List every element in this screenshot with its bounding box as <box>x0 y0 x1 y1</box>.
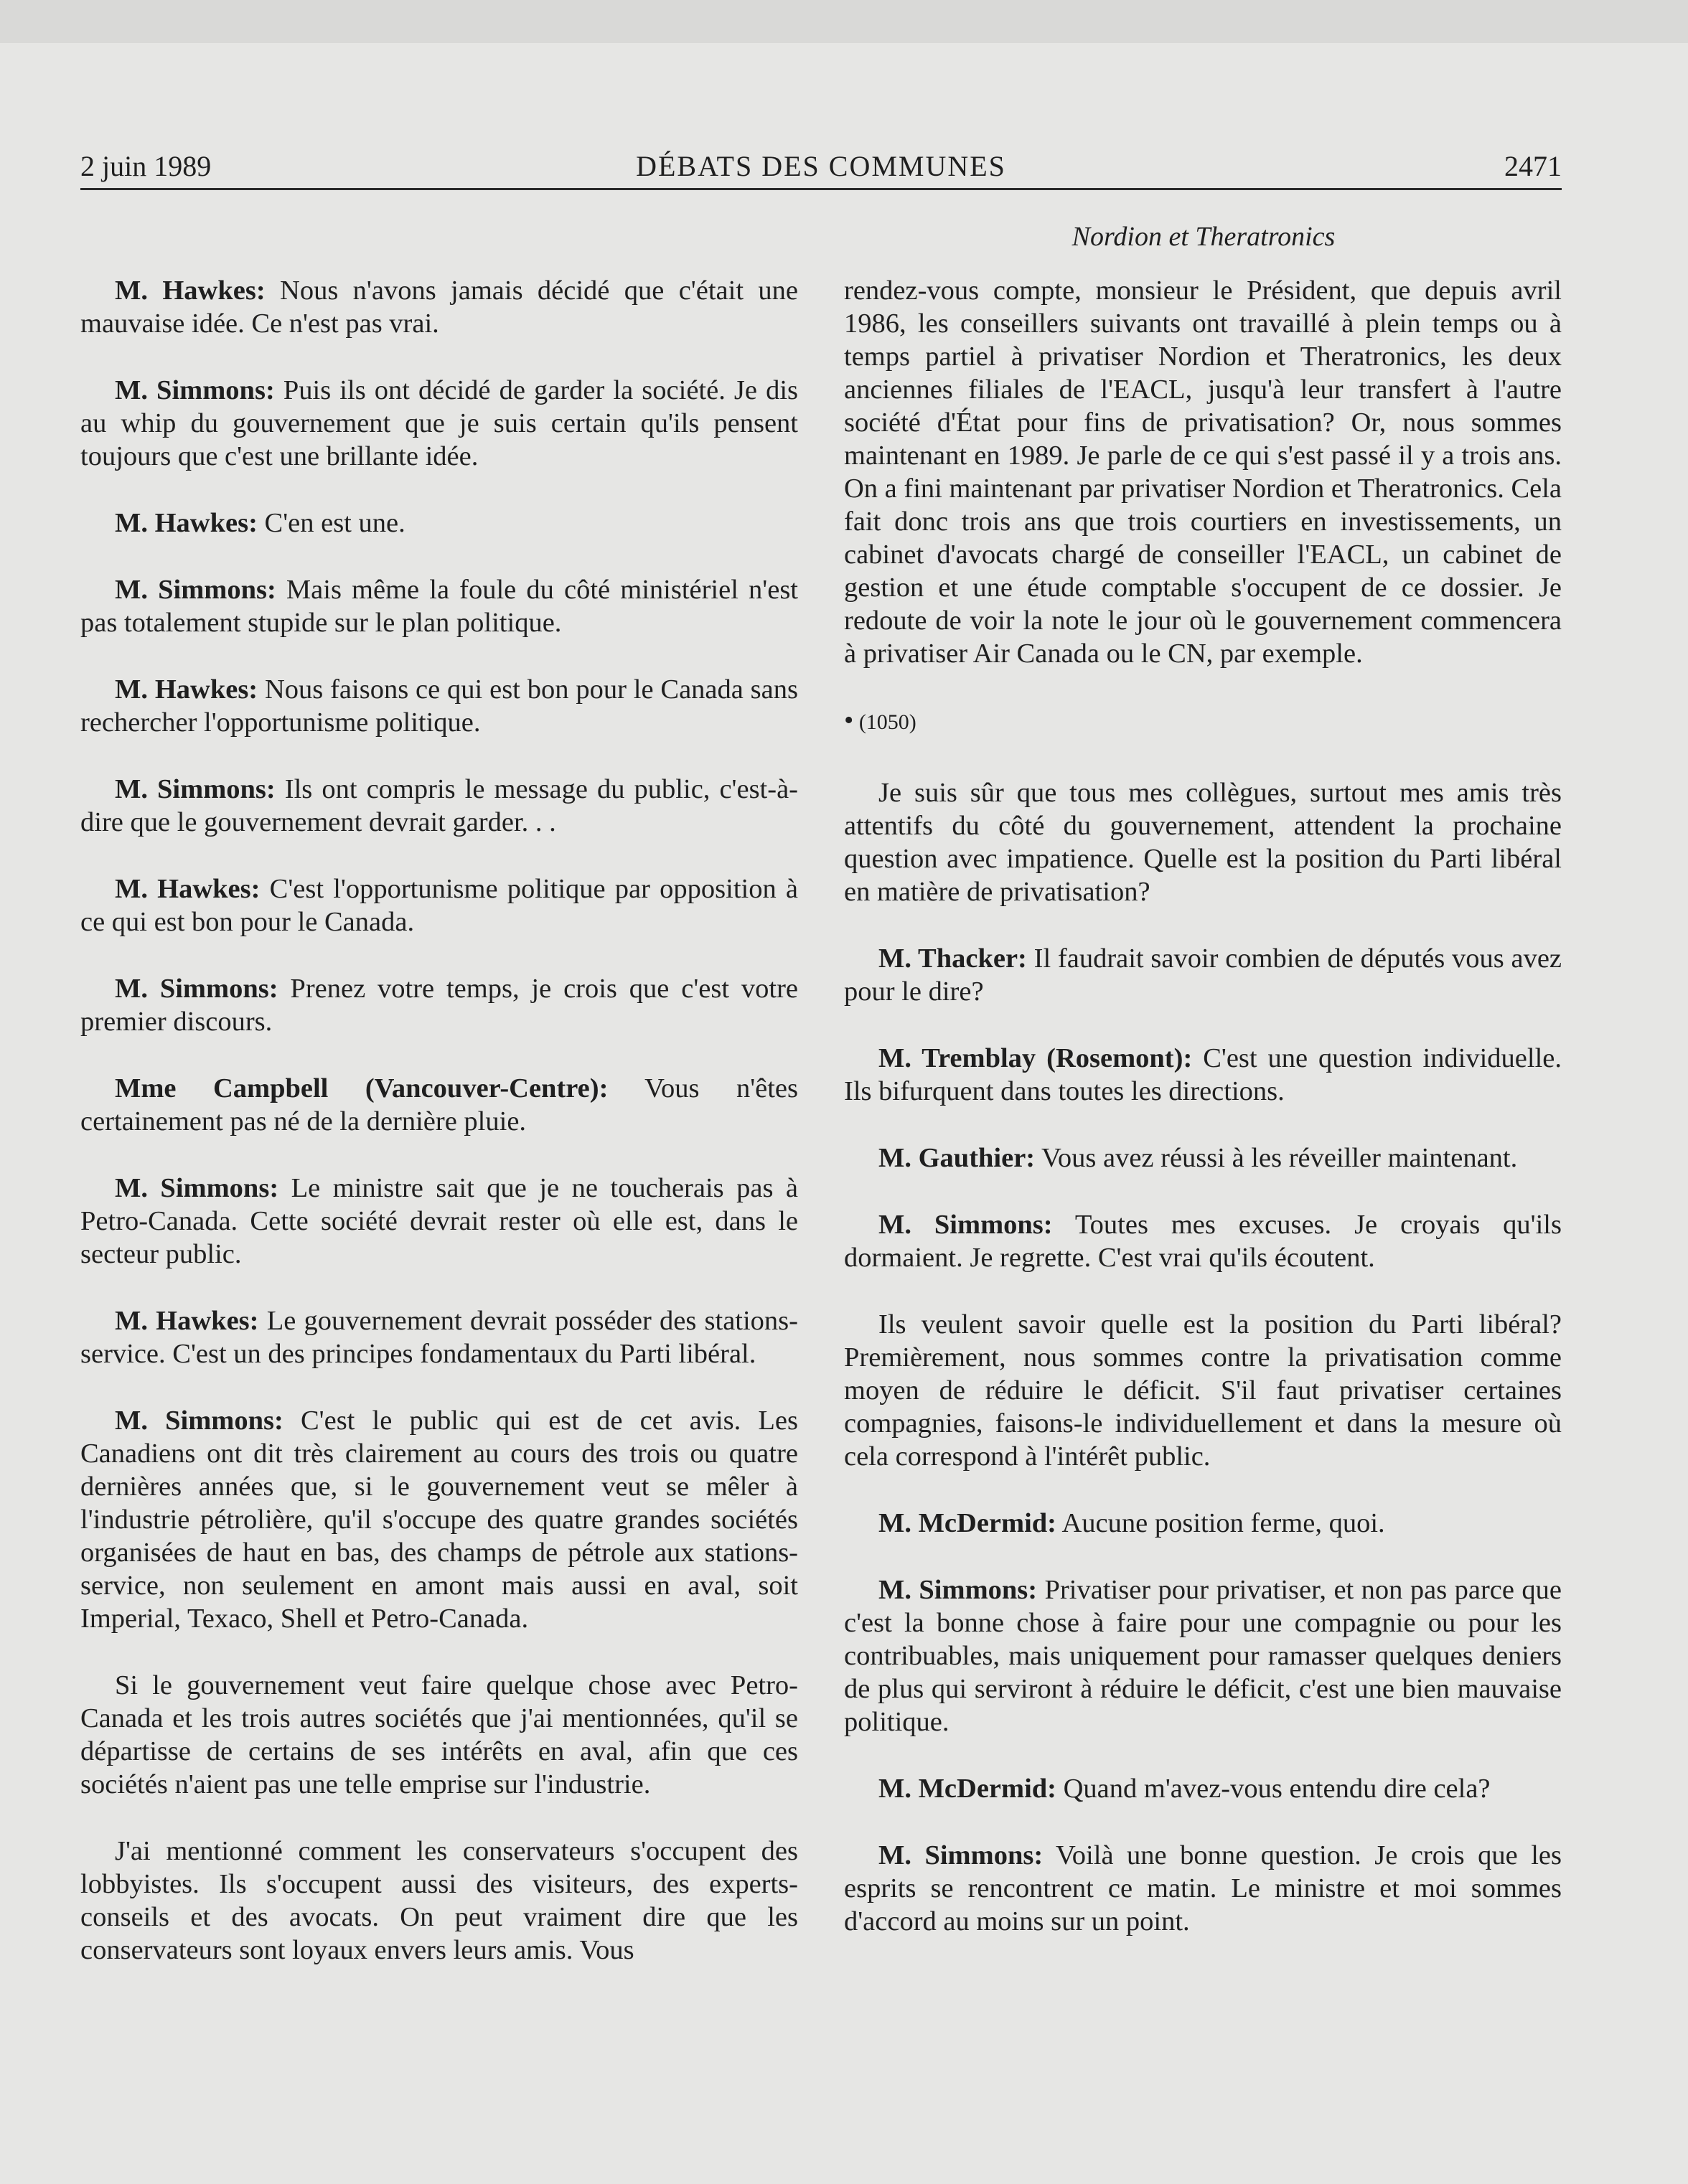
speaker-name: M. Simmons: <box>115 974 278 1004</box>
speaker-name: M. Simmons: <box>878 1210 1053 1240</box>
paragraph <box>844 1507 1562 1540</box>
speaker-name: M. Hawkes: <box>115 508 258 538</box>
paragraph <box>80 573 798 639</box>
publication-title: DÉBATS DES COMMUNES <box>636 150 1006 182</box>
speaker-name: M. Hawkes: <box>115 674 258 705</box>
time-marker <box>844 704 1562 739</box>
header-date: 2 juin 1989 <box>80 150 212 182</box>
speech-text: Si le gouvernement veut faire quelque chose avec Petro-Canada et les trois autres sociétés que j'ai mentionnées, qu'il se départisse de certains de ses intérêts en aval, afin que ces sociétés n'aient pas une telle emprise sur l'industrie. <box>80 1670 798 1799</box>
paragraph <box>80 374 798 473</box>
speaker-name: M. Thacker: <box>878 943 1027 974</box>
speech-text: Vous n'êtes certainement pas né de la dernière pluie. <box>80 1073 799 1136</box>
paragraph <box>844 1573 1562 1738</box>
speaker-name: M. Simmons: <box>115 774 276 804</box>
speech-text: Mais même la foule du côté ministériel n'est pas totalement stupide sur le plan politique. <box>80 575 798 638</box>
paragraph <box>844 1772 1562 1805</box>
paragraph <box>844 1042 1562 1108</box>
speech-text: Le ministre sait que je ne toucherais pas à Petro-Canada. Cette société devrait rester où elle est, dans le secteur public. <box>80 1173 798 1269</box>
speaker-name: M. Simmons: <box>115 375 275 405</box>
paragraph <box>80 1304 798 1370</box>
speaker-name: M. Hawkes: <box>115 1306 259 1336</box>
time-stamp: (1050) <box>858 710 916 734</box>
speech-text: rendez-vous compte, monsieur le Président, que depuis avril 1986, les conseillers suivants ont travaillé à plein temps ou à temps partiel à privatiser Nordion et Theratronics, les deux anciennes filiales de l'EACL, jusqu'à leur transfert à l'autre société d'État pour fins de privatisation? Or, nous sommes maintenant en 1989. Je parle de ce qui s'est passé il y a trois ans. On a fini maintenant par privatiser Nordion et Theratronics. Cela fait donc trois ans que trois courtiers en investissements, un cabinet d'avocats chargé de conseiller l'EACL, un cabinet de gestion et une étude comptable s'occupent de ce dossier. Je redoute de voir la note le jour où le gouvernement commencera à privatiser Air Canada ou le CN, par exemple. <box>844 276 1562 669</box>
speaker-name: M. Tremblay (Rosemont): <box>878 1043 1193 1073</box>
speaker-name: M. Hawkes: <box>115 276 266 306</box>
page-number: 2471 <box>1504 150 1562 182</box>
speaker-name: M. Gauthier: <box>878 1143 1036 1173</box>
speech-text: C'est le public qui est de cet avis. Les Canadiens ont dit très clairement au cours des trois ou quatre dernières années que, si le gouvernement veut se mêler à l'industrie pétrolière, qu'il s'occupe des quatre grandes sociétés organisées de haut en bas, des champs de pétrole aux stations-service, non seulement en amont mais aussi en aval, soit Imperial, Texaco, Shell et Petro-Canada. <box>80 1406 798 1634</box>
speech-text: Voilà une bonne question. Je crois que les esprits se rencontrent ce matin. Le ministre et moi sommes d'accord au moins sur un point. <box>844 1840 1562 1936</box>
speaker-name: M. McDermid: <box>878 1508 1056 1538</box>
speaker-name: M. Simmons: <box>878 1840 1044 1870</box>
paragraph <box>844 1208 1562 1274</box>
speech-text: C'est l'opportunisme politique par opposition à ce qui est bon pour le Canada. <box>80 874 798 937</box>
speech-text: Aucune position ferme, quoi. <box>1056 1508 1385 1538</box>
paragraph-continued <box>844 274 1562 670</box>
paragraph <box>844 1142 1562 1175</box>
paragraph <box>80 1669 798 1801</box>
paragraph <box>80 274 798 340</box>
speaker-name: M. Simmons: <box>878 1575 1038 1605</box>
speaker-name: M. McDermid: <box>878 1774 1056 1804</box>
speaker-name: M. Simmons: <box>115 1173 279 1203</box>
speech-text: Toutes mes excuses. Je croyais qu'ils dormaient. Je regrette. C'est vrai qu'ils écoutent. <box>844 1210 1562 1273</box>
speech-text: Privatiser pour privatiser, et non pas parce que c'est la bonne chose à faire pour une compagnie ou pour les contribuables, mais uniquement pour ramasser quelques deniers de plus qui serviront à réduire le déficit, c'est une bien mauvaise politique. <box>844 1575 1562 1737</box>
left-column <box>80 274 798 2000</box>
paragraph <box>80 673 798 739</box>
speech-text: J'ai mentionné comment les conservateurs s'occupent des lobbyistes. Ils s'occupent aussi des visiteurs, des experts-conseils et des avocats. On peut vraiment dire que les conservateurs sont loyaux envers leurs amis. Vous <box>80 1836 798 1965</box>
paragraph <box>80 1072 798 1138</box>
header-rule <box>80 188 1562 190</box>
speaker-name: M. Simmons: <box>115 575 276 605</box>
right-column <box>844 274 1562 1972</box>
speech-text: Vous avez réussi à les réveiller maintenant. <box>1035 1143 1518 1173</box>
speech-text: Il faudrait savoir combien de députés vous avez pour le dire? <box>844 943 1562 1007</box>
speaker-name: Mme Campbell (Vancouver-Centre): <box>115 1073 609 1103</box>
speech-text: Prenez votre temps, je crois que c'est votre premier discours. <box>80 974 798 1037</box>
speech-text: Le gouvernement devrait posséder des stations-service. C'est un des principes fondamentaux du Parti libéral. <box>80 1306 798 1369</box>
paragraph <box>844 942 1562 1008</box>
speech-text: C'en est une. <box>257 508 405 538</box>
speech-text: Nous faisons ce qui est bon pour le Canada sans rechercher l'opportunisme politique. <box>80 674 798 738</box>
speech-text: Nous n'avons jamais décidé que c'était une mauvaise idée. Ce n'est pas vrai. <box>80 276 798 339</box>
paragraph <box>80 972 798 1038</box>
paragraph <box>844 1839 1562 1938</box>
speech-text: Ils ont compris le message du public, c'est-à-dire que le gouvernement devrait garder. . . <box>80 774 798 837</box>
paragraph <box>80 507 798 540</box>
speech-text: Puis ils ont décidé de garder la société. Je dis au whip du gouvernement que je suis certain qu'ils pensent toujours que c'est une brillante idée. <box>80 375 798 471</box>
page-header <box>80 149 1562 191</box>
paragraph <box>80 773 798 839</box>
speech-text: Quand m'avez-vous entendu dire cela? <box>1056 1774 1491 1804</box>
paragraph <box>80 1172 798 1271</box>
bullet-icon: • <box>844 705 854 735</box>
paragraph <box>80 1404 798 1635</box>
paragraph <box>80 872 798 938</box>
speaker-name: M. Simmons: <box>115 1406 283 1436</box>
speaker-name: M. Hawkes: <box>115 874 261 904</box>
paragraph <box>80 1835 798 1967</box>
paragraph <box>844 1308 1562 1473</box>
speech-text: Je suis sûr que tous mes collègues, surtout mes amis très attentifs du côté du gouvernement, attendent la prochaine question avec impatience. Quelle est la position du Parti libéral en matière de privatisation? <box>844 778 1562 907</box>
speech-text: Ils veulent savoir quelle est la position du Parti libéral? Premièrement, nous sommes contre la privatisation comme moyen de réduire le déficit. S'il faut privatiser certaines compagnies, faisons-le individuellement et dans la mesure où cela correspond à l'intérêt public. <box>844 1309 1562 1472</box>
paragraph <box>844 776 1562 908</box>
speech-text: C'est une question individuelle. Ils bifurquent dans toutes les directions. <box>844 1043 1562 1106</box>
page-top-edge <box>0 0 1688 43</box>
running-head: Nordion et Theratronics <box>1072 222 1336 252</box>
